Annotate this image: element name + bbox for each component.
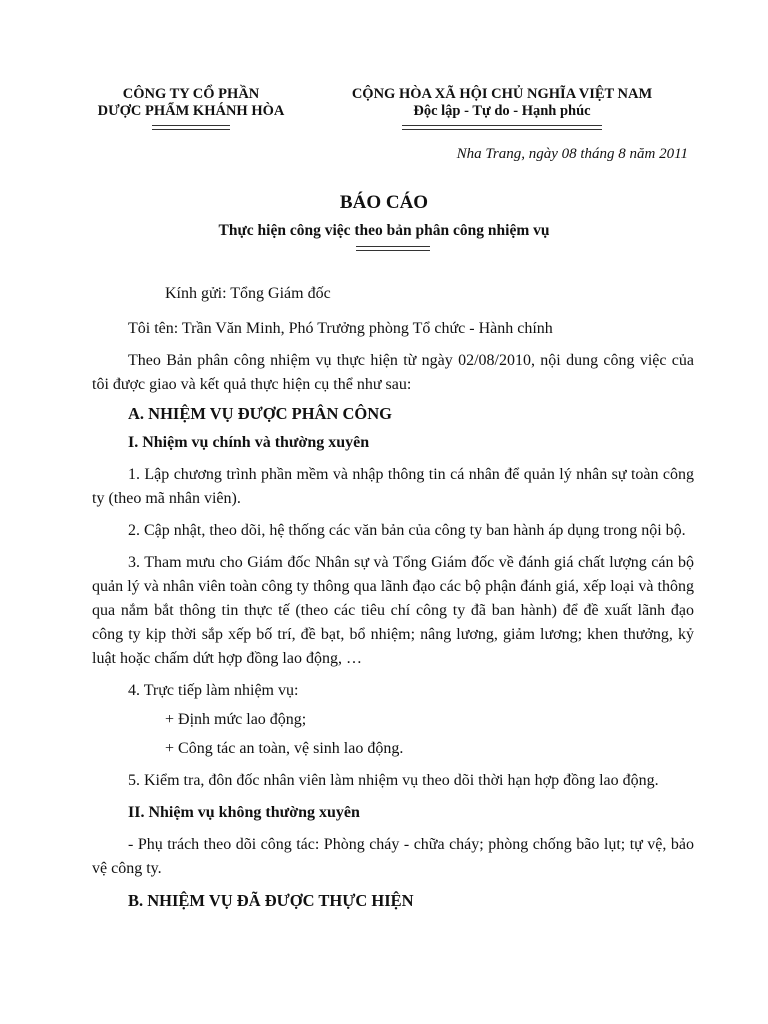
company-name-line1: CÔNG TY CỔ PHẦN <box>122 86 260 102</box>
bullet-item-2: + Công tác an toàn, vệ sinh lao động. <box>165 740 404 757</box>
subsection-1-heading: I. Nhiệm vụ chính và thường xuyên <box>128 434 370 451</box>
national-title: CỘNG HÒA XÃ HỘI CHỦ NGHĨA VIỆT NAM <box>351 86 653 102</box>
motto-underline <box>402 125 602 130</box>
intro-paragraph: Theo Bản phân công nhiệm vụ thực hiện từ ngày 02/08/2010, nội dung công việc của tôi được giao và kết quả thực hiện cụ thể như sau: <box>92 352 694 393</box>
company-underline <box>152 125 230 130</box>
subsection-2-heading: II. Nhiệm vụ không thường xuyên <box>128 804 360 821</box>
list-item-1: 1. Lập chương trình phần mềm và nhập thông tin cá nhân để quản lý nhân sự toàn công ty (theo mã nhân viên). <box>92 466 694 507</box>
national-header <box>320 86 684 130</box>
list-item-5: 5. Kiểm tra, đôn đốc nhân viên làm nhiệm vụ theo dõi thời hạn hợp đồng lao động. <box>128 772 659 789</box>
document-title: BÁO CÁO <box>339 192 429 213</box>
list-item-6: - Phụ trách theo dõi công tác: Phòng cháy - chữa cháy; phòng chống bão lụt; tự vệ, bảo vệ công ty. <box>92 836 694 877</box>
list-item-2: 2. Cập nhật, theo dõi, hệ thống các văn bản của công ty ban hành áp dụng trong nội bộ. <box>128 522 686 539</box>
company-name-line2: DƯỢC PHẨM KHÁNH HÒA <box>97 103 285 119</box>
section-b-heading: B. NHIỆM VỤ ĐÃ ĐƯỢC THỰC HIỆN <box>128 891 414 910</box>
list-item-3: 3. Tham mưu cho Giám đốc Nhân sự và Tổng Giám đốc về đánh giá chất lượng cán bộ quản lý và nhân viên toàn công ty thông qua lãnh đạo các bộ phận đánh giá, xếp loại và thông qua nắm bắt thông tin thực tế (theo các tiêu chí công ty đã ban hành) để đề xuất lãnh đạo công ty kịp thời sắp xếp bố trí, đề bạt, bổ nhiệm; nâng lương, giảm lương; khen thưởng, kỷ luật hoặc chấm dứt hợp đồng lao động, … <box>92 554 694 667</box>
author-line: Tôi tên: Trần Văn Minh, Phó Trưởng phòng Tổ chức - Hành chính <box>128 320 553 337</box>
greeting: Kính gửi: Tổng Giám đốc <box>165 285 331 302</box>
company-header <box>72 86 310 130</box>
document-body <box>92 282 694 913</box>
bullet-item-1: + Định mức lao động; <box>165 711 307 728</box>
list-item-4: 4. Trực tiếp làm nhiệm vụ: <box>128 682 299 699</box>
subtitle-underline <box>356 246 430 251</box>
national-motto: Độc lập - Tự do - Hạnh phúc <box>413 103 591 119</box>
date-line: Nha Trang, ngày 08 tháng 8 năm 2011 <box>456 146 688 162</box>
section-a-heading: A. NHIỆM VỤ ĐƯỢC PHÂN CÔNG <box>128 404 392 423</box>
document-subtitle: Thực hiện công việc theo bản phân công nhiệm vụ <box>218 222 550 239</box>
